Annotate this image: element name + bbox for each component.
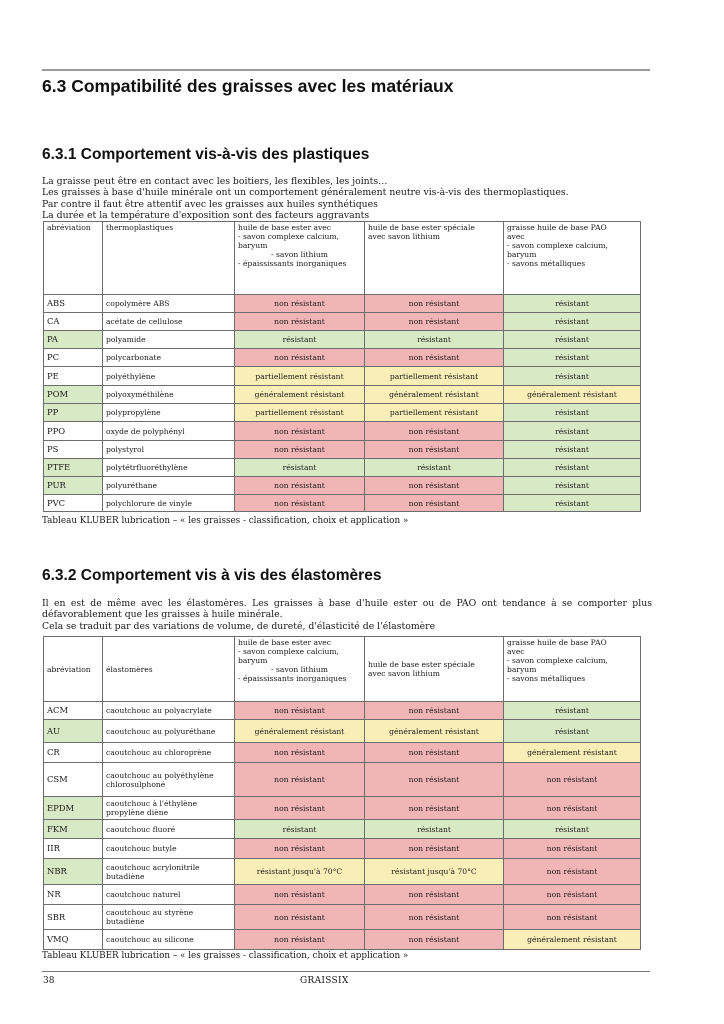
table-row — [44, 349, 641, 367]
material-abbreviation: VMQ — [44, 930, 103, 950]
plastics-intro — [42, 176, 652, 221]
pao-grease-rating: résistant — [504, 441, 641, 459]
material-abbreviation: ACM — [44, 702, 103, 720]
material-abbreviation: IIR — [44, 839, 103, 859]
material-abbreviation: PVC — [44, 495, 103, 512]
pao-grease-rating: résistant — [504, 495, 641, 512]
plastics-heading: 6.3.1 Comportement vis-à-vis des plastiques — [42, 146, 370, 163]
material-abbreviation: PC — [44, 349, 103, 367]
pao-grease-rating: généralement résistant — [504, 743, 641, 763]
elastomers-compatibility-table — [43, 636, 641, 950]
ester-oil-rating: résistant jusqu'à 70°C — [235, 859, 365, 885]
pao-grease-rating: non résistant — [504, 763, 641, 797]
ester-oil-rating: résistant — [235, 459, 365, 477]
table-row — [44, 797, 641, 820]
header-line: avec savon lithium — [368, 232, 440, 241]
special-ester-rating: résistant — [365, 459, 504, 477]
table-row — [44, 859, 641, 885]
ester-oil-rating: non résistant — [235, 422, 365, 441]
elastomers-intro-line: Cela se traduit par des variations de volume, de dureté, d'élasticité de l'élastomère — [42, 620, 436, 632]
header-line: graisse huile de base PAO — [507, 223, 607, 232]
header-material: élastomères — [103, 637, 235, 702]
table-row — [44, 720, 641, 743]
material-name: caoutchouc à l'éthylène propylène diène — [103, 797, 235, 820]
table-row — [44, 495, 641, 512]
material-abbreviation: PPO — [44, 422, 103, 441]
special-ester-rating: non résistant — [365, 839, 504, 859]
pao-grease-rating: résistant — [504, 295, 641, 313]
special-ester-rating: partiellement résistant — [365, 367, 504, 386]
material-abbreviation: NR — [44, 885, 103, 905]
header-line: - épaississants inorganiques — [238, 674, 347, 683]
material-abbreviation: CSM — [44, 763, 103, 797]
header-line: - épaississants inorganiques — [238, 259, 347, 268]
special-ester-rating: non résistant — [365, 885, 504, 905]
ester-oil-rating: non résistant — [235, 295, 365, 313]
pao-grease-rating: non résistant — [504, 905, 641, 930]
ester-oil-rating: partiellement résistant — [235, 367, 365, 386]
header-abbreviation: abréviation — [44, 222, 103, 295]
material-abbreviation: PTFE — [44, 459, 103, 477]
material-abbreviation: CA — [44, 313, 103, 331]
material-abbreviation: EPDM — [44, 797, 103, 820]
special-ester-rating: non résistant — [365, 930, 504, 950]
pao-grease-rating: résistant — [504, 720, 641, 743]
header-line: huile de base ester avec — [238, 223, 332, 232]
material-name: caoutchouc au polyéthylène chlorosulphoné — [103, 763, 235, 797]
table-row — [44, 367, 641, 386]
ester-oil-rating: non résistant — [235, 313, 365, 331]
ester-oil-rating: résistant — [235, 331, 365, 349]
plastics-intro-line: Par contre il faut être attentif avec les graisses aux huiles synthétiques — [42, 198, 378, 210]
special-ester-rating: non résistant — [365, 702, 504, 720]
table-row — [44, 702, 641, 720]
ester-oil-rating: non résistant — [235, 702, 365, 720]
pao-grease-rating: résistant — [504, 331, 641, 349]
material-abbreviation: AU — [44, 720, 103, 743]
special-ester-rating: non résistant — [365, 295, 504, 313]
plastics-caption: Tableau KLUBER lubrication – « les graisses - classification, choix et application » — [42, 516, 409, 526]
table-row — [44, 313, 641, 331]
special-ester-rating: non résistant — [365, 743, 504, 763]
pao-grease-rating: non résistant — [504, 859, 641, 885]
header-line: baryum — [238, 241, 268, 250]
material-abbreviation: SBR — [44, 905, 103, 930]
header-line: graisse huile de base PAO — [507, 638, 607, 647]
material-name: caoutchouc au silicone — [103, 930, 235, 950]
table-row — [44, 839, 641, 859]
ester-oil-rating: non résistant — [235, 930, 365, 950]
plastics-intro-line: La durée et la température d'exposition sont des facteurs aggravants — [42, 209, 370, 221]
ester-oil-rating: généralement résistant — [235, 720, 365, 743]
special-ester-rating: non résistant — [365, 349, 504, 367]
header-ester-oil — [235, 637, 365, 702]
table-header-row — [44, 222, 641, 295]
material-name: caoutchouc naturel — [103, 885, 235, 905]
plastics-rows — [44, 295, 641, 512]
header-line: huile de base ester avec — [238, 638, 332, 647]
material-abbreviation: NBR — [44, 859, 103, 885]
elastomers-intro — [42, 598, 652, 632]
material-abbreviation: PE — [44, 367, 103, 386]
material-abbreviation: PP — [44, 404, 103, 422]
top-divider — [42, 69, 650, 71]
footer-divider — [42, 971, 650, 972]
ester-oil-rating: non résistant — [235, 797, 365, 820]
ester-oil-rating: non résistant — [235, 763, 365, 797]
special-ester-rating: résistant — [365, 331, 504, 349]
header-line: avec — [507, 647, 525, 656]
ester-oil-rating: non résistant — [235, 441, 365, 459]
ester-oil-rating: non résistant — [235, 495, 365, 512]
material-abbreviation: PA — [44, 331, 103, 349]
elastomers-caption: Tableau KLUBER lubrication – « les graisses - classification, choix et application » — [42, 951, 409, 961]
special-ester-rating: résistant — [365, 820, 504, 839]
pao-grease-rating: généralement résistant — [504, 386, 641, 404]
material-abbreviation: CR — [44, 743, 103, 763]
material-name: polytétrfluoréthylène — [103, 459, 235, 477]
material-name: caoutchouc butyle — [103, 839, 235, 859]
header-line: - savon complexe calcium, — [507, 241, 608, 250]
header-line: baryum — [238, 656, 268, 665]
table-row — [44, 763, 641, 797]
material-abbreviation: PS — [44, 441, 103, 459]
header-pao-grease — [504, 222, 641, 295]
material-name: caoutchouc au polyuréthane — [103, 720, 235, 743]
material-name: caoutchouc acrylonitrile butadiène — [103, 859, 235, 885]
table-row — [44, 441, 641, 459]
special-ester-rating: non résistant — [365, 313, 504, 331]
pao-grease-rating: résistant — [504, 820, 641, 839]
pao-grease-rating: non résistant — [504, 885, 641, 905]
table-row — [44, 885, 641, 905]
material-abbreviation: PUR — [44, 477, 103, 495]
table-row — [44, 404, 641, 422]
ester-oil-rating: non résistant — [235, 839, 365, 859]
pao-grease-rating: non résistant — [504, 797, 641, 820]
special-ester-rating: non résistant — [365, 422, 504, 441]
header-line: baryum — [507, 665, 537, 674]
table-row — [44, 459, 641, 477]
pao-grease-rating: non résistant — [504, 839, 641, 859]
pao-grease-rating: résistant — [504, 367, 641, 386]
header-abbreviation: abréviation — [44, 637, 103, 702]
special-ester-rating: non résistant — [365, 477, 504, 495]
ester-oil-rating: non résistant — [235, 743, 365, 763]
elastomers-heading: 6.3.2 Comportement vis à vis des élastomères — [42, 567, 382, 584]
section-title: 6.3 Compatibilité des graisses avec les matériaux — [42, 76, 454, 96]
page-number: 38 — [43, 976, 55, 986]
header-line: - savon lithium — [271, 250, 328, 259]
pao-grease-rating: résistant — [504, 404, 641, 422]
material-name: caoutchouc au chloroprène — [103, 743, 235, 763]
material-name: polypropylène — [103, 404, 235, 422]
material-name: oxyde de polyphényl — [103, 422, 235, 441]
material-name: polyéthylène — [103, 367, 235, 386]
plastics-intro-line: La graisse peut être en contact avec les boitiers, les flexibles, les joints… — [42, 176, 388, 187]
plastics-intro-line: Les graisses à base d'huile minérale ont un comportement généralement neutre vis-à-vis des thermoplastiques. — [42, 187, 569, 199]
header-line: - savon complexe calcium, — [507, 656, 608, 665]
special-ester-rating: non résistant — [365, 441, 504, 459]
special-ester-rating: non résistant — [365, 797, 504, 820]
header-special-ester — [365, 637, 504, 702]
table-row — [44, 905, 641, 930]
pao-grease-rating: généralement résistant — [504, 930, 641, 950]
material-name: caoutchouc au styrène butadiène — [103, 905, 235, 930]
material-name: acétate de cellulose — [103, 313, 235, 331]
table-row — [44, 477, 641, 495]
special-ester-rating: non résistant — [365, 495, 504, 512]
material-name: polyoxyméthilène — [103, 386, 235, 404]
pao-grease-rating: résistant — [504, 313, 641, 331]
header-ester-oil — [235, 222, 365, 295]
material-name: polyuréthane — [103, 477, 235, 495]
ester-oil-rating: non résistant — [235, 349, 365, 367]
plastics-compatibility-table — [43, 221, 641, 512]
header-line: - savon complexe calcium, — [238, 232, 339, 241]
special-ester-rating: partiellement résistant — [365, 404, 504, 422]
table-row — [44, 331, 641, 349]
header-line: - savon lithium — [271, 665, 328, 674]
special-ester-rating: non résistant — [365, 905, 504, 930]
elastomers-intro-line: Il en est de même avec les élastomères. Les graisses à base d'huile ester ou de PAO ont tendance à se comporter plus défavorablement que les graisses à huile minérale. — [42, 598, 652, 621]
elastomers-rows — [44, 702, 641, 950]
header-pao-grease — [504, 637, 641, 702]
special-ester-rating: généralement résistant — [365, 386, 504, 404]
material-name: copolymère ABS — [103, 295, 235, 313]
header-material: thermoplastiques — [103, 222, 235, 295]
ester-oil-rating: non résistant — [235, 905, 365, 930]
material-name: polyamide — [103, 331, 235, 349]
header-special-ester — [365, 222, 504, 295]
header-line: avec savon lithium — [368, 669, 440, 678]
table-header-row — [44, 637, 641, 702]
table-row — [44, 743, 641, 763]
header-line: avec — [507, 232, 525, 241]
pao-grease-rating: résistant — [504, 477, 641, 495]
material-name: polychlorure de vinyle — [103, 495, 235, 512]
ester-oil-rating: non résistant — [235, 477, 365, 495]
material-name: polycarbonate — [103, 349, 235, 367]
table-row — [44, 295, 641, 313]
special-ester-rating: résistant jusqu'à 70°C — [365, 859, 504, 885]
table-row — [44, 930, 641, 950]
material-name: caoutchouc au polyacrylate — [103, 702, 235, 720]
table-row — [44, 820, 641, 839]
header-line: - savons métalliques — [507, 674, 586, 683]
header-line: huile de base ester spéciale — [368, 660, 475, 669]
special-ester-rating: non résistant — [365, 763, 504, 797]
material-name: caoutchouc fluoré — [103, 820, 235, 839]
table-row — [44, 422, 641, 441]
header-line: huile de base ester spéciale — [368, 223, 475, 232]
pao-grease-rating: résistant — [504, 422, 641, 441]
ester-oil-rating: non résistant — [235, 885, 365, 905]
footer-brand: GRAISSIX — [300, 976, 349, 986]
header-line: - savon complexe calcium, — [238, 647, 339, 656]
material-abbreviation: ABS — [44, 295, 103, 313]
pao-grease-rating: résistant — [504, 459, 641, 477]
material-name: polystyrol — [103, 441, 235, 459]
header-line: - savons métalliques — [507, 259, 586, 268]
table-row — [44, 386, 641, 404]
material-abbreviation: FKM — [44, 820, 103, 839]
material-abbreviation: POM — [44, 386, 103, 404]
pao-grease-rating: résistant — [504, 702, 641, 720]
ester-oil-rating: résistant — [235, 820, 365, 839]
pao-grease-rating: résistant — [504, 349, 641, 367]
special-ester-rating: généralement résistant — [365, 720, 504, 743]
header-line: baryum — [507, 250, 537, 259]
ester-oil-rating: généralement résistant — [235, 386, 365, 404]
ester-oil-rating: partiellement résistant — [235, 404, 365, 422]
